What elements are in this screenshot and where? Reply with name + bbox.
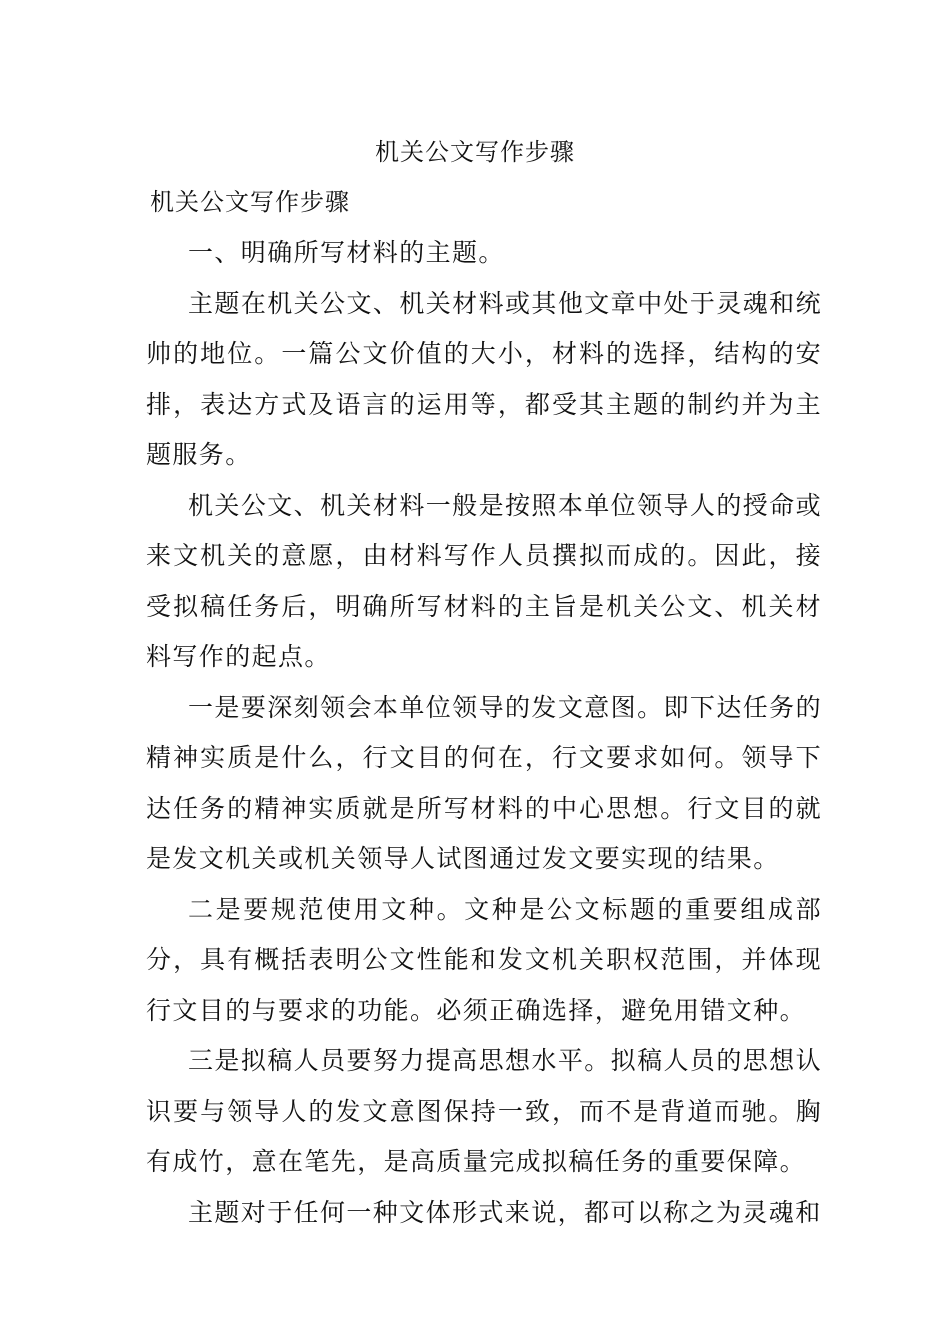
body-paragraph: 主题对于任何一种文体形式来说，都可以称之为灵魂和: [188, 1197, 822, 1227]
body-paragraph: 三是拟稿人员要努力提高思想水平。拟稿人员的思想认识要与领导人的发文意图保持一致，而不是背道而驰。胸有成竹，意在笔先，是高质量完成拟稿任务的重要保障。: [146, 1046, 822, 1176]
section-heading: 一、明确所写材料的主题。: [188, 238, 505, 267]
document-subtitle: 机关公文写作步骤: [150, 188, 350, 216]
body-paragraph: 机关公文、机关材料一般是按照本单位领导人的授命或来文机关的意愿，由材料写作人员撰拟而成的。因此，接受拟稿任务后，明确所写材料的主旨是机关公文、机关材料写作的起点。: [146, 490, 822, 671]
document-title: 机关公文写作步骤: [375, 138, 575, 166]
document-body: [146, 228, 822, 1238]
body-paragraph: 主题在机关公文、机关材料或其他文章中处于灵魂和统帅的地位。一篇公文价值的大小，材料的选择，结构的安排，表达方式及语言的运用等，都受其主题的制约并为主题服务。: [146, 288, 822, 469]
body-paragraph: 一是要深刻领会本单位领导的发文意图。即下达任务的精神实质是什么，行文目的何在，行文要求如何。领导下达任务的精神实质就是所写材料的中心思想。行文目的就是发文机关或机关领导人试图通过发文要实现的结果。: [146, 692, 822, 873]
body-paragraph: 二是要规范使用文种。文种是公文标题的重要组成部分，具有概括表明公文性能和发文机关职权范围，并体现行文目的与要求的功能。必须正确选择，避免用错文种。: [146, 894, 822, 1025]
